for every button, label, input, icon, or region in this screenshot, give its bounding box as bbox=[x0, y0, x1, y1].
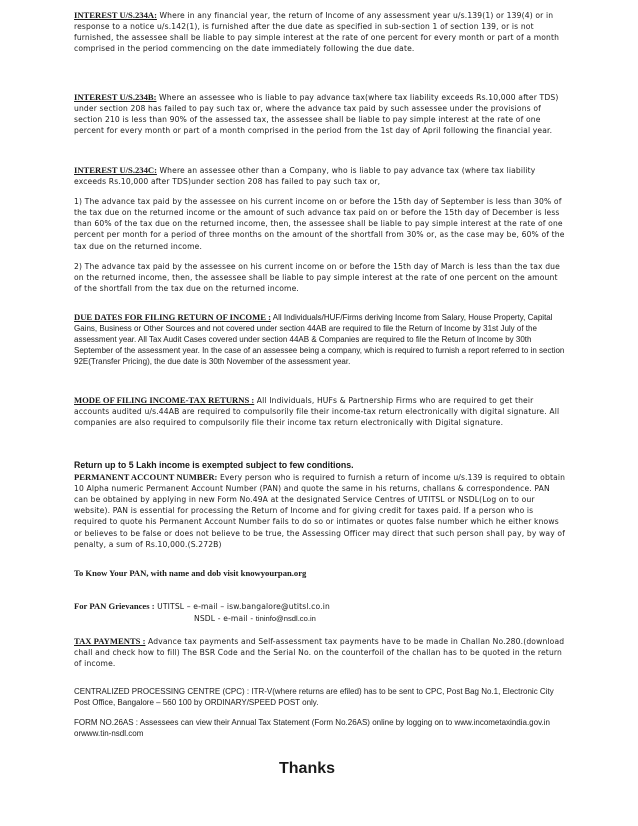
section-mode bbox=[74, 395, 566, 428]
grievances-nsdl: NSDL - e-mail - bbox=[194, 614, 256, 624]
section-234b-text: Where an assessee who is liable to pay advance tax(where tax liability exceeds Rs.10,000 after TDS) under section 208 has failed to pay such tax or, where the advance tax paid by such assessee under the provisions of section 210 is less than 90% of the assessed tax, the assessee shall be liable to pay simple interest at the rate of one percent for every month or part of a month comprised in the period from the 1st day of April following the financial year. bbox=[74, 93, 559, 136]
due-dates-para bbox=[74, 312, 566, 367]
section-due-dates bbox=[74, 312, 566, 367]
section-cpc bbox=[74, 686, 566, 708]
know-pan-text: To Know Your PAN, with name and dob visit bbox=[74, 568, 241, 578]
mode-para bbox=[74, 395, 566, 428]
due-dates-text: All Individuals/HUF/Firms deriving Income from Salary, House Property, Capital Gains, Business or Other Sources and not covered under section 44AB are required to file the Return of Income by 31st July of the assessment year. All Tax Audit Cases covered under section 44AB & Companies are required to file the Return of Income by 30th September of the assessment year. In the case of an assessee being a company, which is required to furnish a report referred to in section 92E(Transfer Pricing), the due date is 30th November of the assessment year. bbox=[74, 313, 565, 367]
grievances-line-2 bbox=[74, 613, 566, 624]
section-234b-para bbox=[74, 92, 566, 136]
section-234a-text: Where in any financial year, the return of Income of any assessment year u/s.139(1) or 139(4) or in response to a notice u/s.142(1), is furnished after the due date as specified in sub-section 1 of section 139, or is not furnished, the assessee shall be liable to pay simple interest at the rate of one percent for every month or part of a month comprised in the period commencing on the date immediately following the due date. bbox=[74, 11, 560, 54]
section-tax-payments bbox=[74, 636, 566, 669]
section-pan bbox=[74, 460, 566, 550]
grievances-label: For PAN Grievances : bbox=[74, 601, 155, 611]
section-234c-heading: INTEREST U/S.234C: bbox=[74, 165, 157, 175]
grievances-utitsl: UTITSL – e-mail – isw.bangalore@utitsl.co.in bbox=[154, 602, 330, 611]
pan-para bbox=[74, 472, 566, 550]
grievances-line-1 bbox=[74, 601, 566, 612]
grievances-nsdl-email[interactable]: tininfo@nsdl.co.in bbox=[255, 614, 316, 624]
section-234b-heading: INTEREST U/S.234B: bbox=[74, 92, 157, 102]
know-pan-link[interactable]: knowyourpan.org bbox=[240, 568, 307, 578]
tax-payments-text-b: The BSR Code and the Serial No. on the counterfoil of the challan has to be quoted in the return of income. bbox=[74, 648, 563, 669]
section-234c-point-2: 2) The advance tax paid by the assessee on his current income on or before the 15th day of March is less than the tax due on the returned income, then, the assessee shall be liable to pay simple interest at the rate of one percent on the amount of the shortfall from the tax due on the returned income. bbox=[74, 261, 560, 293]
mode-text: All Individuals, HUFs & Partnership Firms who are required to get their accounts audited u/s.44AB are required to compulsorily file their income-tax return electronically with digital signature. All companies are also required to compulsorily file their income tax return electronically with Digital signature. bbox=[74, 396, 560, 428]
thanks-text: Thanks bbox=[279, 760, 336, 777]
form26as-text: FORM NO.26AS : Assessees can view their Annual Tax Statement (Form No.26AS) online by logging on to www.incometaxindia.gov.in orwww.tin-nsdl.com bbox=[74, 718, 550, 739]
section-234c-point-1: 1) The advance tax paid by the assessee on his current income on or before the 15th day of September is less than 30% of the tax due on the returned income or the amount of such advance tax paid on or before the 15th day of December is less than 60% of the tax due on the returned income, then, the assessee shall be liable to pay simple interest at the rate of one percent per month for a period of three months on the amount of the shortfall from 30% or, as the case may be, 60% of the tax due on the returned income. bbox=[74, 197, 565, 251]
section-grievances bbox=[74, 601, 566, 624]
mode-heading: MODE OF FILING INCOME-TAX RETURNS : bbox=[74, 395, 255, 405]
tax-payments-text-a: Advance tax payments and Self-assessment tax payments have to be made in bbox=[145, 637, 461, 646]
pan-exemption-line: Return up to 5 Lakh income is exempted subject to few conditions. bbox=[74, 460, 354, 470]
section-234a-para bbox=[74, 10, 566, 54]
due-dates-heading: DUE DATES FOR FILING RETURN OF INCOME : bbox=[74, 312, 271, 322]
tax-payments-heading: TAX PAYMENTS : bbox=[74, 636, 146, 646]
section-234a bbox=[74, 10, 566, 54]
tax-payments-para bbox=[74, 636, 566, 669]
pan-text: Every person who is required to furnish a return of income u/s.139 is required to obtain 10 Alpha numeric Permanent Account Number (PAN) and quote the same in his returns, challans & correspondence. PAN can be obtained by applying in new Form No.49A at the designated Service Centres of UTITSL or NSDL(Log on to our website). PAN is essential for processing the Return of Income and for giving credit for taxes paid. If a person who is required to quote his Permanent Account Number fails to do so or intimates or quotes false number which he either knows or believes to be false or does not believe to be true, the Assessing Officer may direct that such person shall pay, by way of penalty, a sum of Rs.10,000.(S.272B) bbox=[74, 473, 566, 549]
section-know-pan bbox=[74, 568, 566, 579]
section-form26as bbox=[74, 717, 566, 739]
cpc-text: CENTRALIZED PROCESSING CENTRE (CPC) : ITR-V(where returns are efiled) has to be sent to CPC, Post Bag No.1, Electronic City Post Office, Bangalore – 560 100 by ORDINARY/SPEED POST only. bbox=[74, 687, 554, 708]
know-pan-para bbox=[74, 568, 566, 579]
section-234b bbox=[74, 92, 566, 136]
challan-link[interactable]: Challan No.280.(download chall and check how to fill) bbox=[74, 637, 565, 658]
section-234c-para bbox=[74, 165, 566, 187]
section-234a-heading: INTEREST U/S.234A: bbox=[74, 10, 157, 20]
pan-heading: PERMANENT ACCOUNT NUMBER: bbox=[74, 472, 218, 483]
section-234c-text: Where an assessee other than a Company, who is liable to pay advance tax (where tax liability exceeds Rs.10,000 after TDS)under section 208 has failed to pay such tax or, bbox=[74, 166, 536, 187]
section-234c bbox=[74, 165, 566, 294]
